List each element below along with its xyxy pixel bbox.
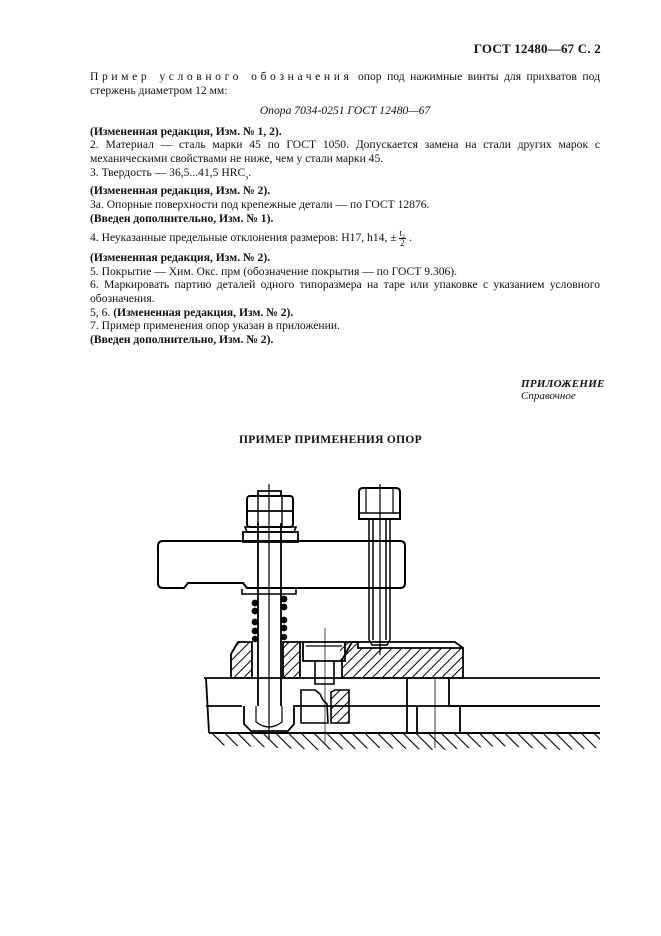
figure-title: ПРИМЕР ПРИМЕНЕНИЯ ОПОР xyxy=(239,434,422,446)
addition-note: (Введен дополнительно, Изм. № 2). xyxy=(90,332,274,346)
revision-text: (Измененная редакция, Изм. № 2). xyxy=(113,305,294,319)
paragraph-coating: 5. Покрытие — Хим. Окс. прм (обозначение покрытия — по ГОСТ 9.306). xyxy=(90,264,458,278)
suffix: . xyxy=(248,165,252,179)
revision-note: (Измененная редакция, Изм. № 2). xyxy=(90,251,271,265)
prefix: 5, 6. xyxy=(90,305,114,319)
addition-note: (Введен дополнительно, Изм. № 1). xyxy=(90,211,274,225)
support-head xyxy=(303,642,345,661)
appendix-title: ПРИЛОЖЕНИЕ xyxy=(521,378,605,390)
appendix-subtitle: Справочное xyxy=(521,390,576,402)
revision-note: (Измененная редакция, Изм. № 1, 2). xyxy=(90,124,282,138)
paragraph-marking: 6. Маркировать партию деталей одного типоразмера на таре или упаковке с указанием условного обозначения. xyxy=(90,278,600,306)
paragraph-application: 7. Пример применения опор указан в приложении. xyxy=(90,319,340,333)
page-header-gost-ref: ГОСТ 12480—67 С. 2 xyxy=(473,41,601,56)
spaced-lead: Пример условного обозначения xyxy=(90,70,353,83)
suffix: . xyxy=(406,231,413,245)
designation-example: Опора 7034-0251 ГОСТ 12480—67 xyxy=(259,104,431,118)
plate-left-section xyxy=(231,642,252,678)
paragraph-text: опор под нажимные винты для прихватов под стержень диаметром 12 мм: xyxy=(90,70,600,97)
fraction-denominator: 2 xyxy=(400,238,405,249)
base-ground-hatch xyxy=(209,733,600,750)
support-stem xyxy=(315,661,334,684)
paragraph-support-surfaces: 3а. Опорные поверхности под крепежные детали — по ГОСТ 12876. xyxy=(90,198,430,212)
fraction-numerator: t₂ xyxy=(399,228,406,239)
paragraph-text: 4. Неуказанные предельные отклонения размеров: Н17, h14, ± xyxy=(90,231,397,245)
revision-note: (Измененная редакция, Изм. № 2). xyxy=(90,184,271,198)
subscript: э xyxy=(245,172,249,181)
paragraph-text: 3. Твердость — 36,5...41,5 HRC xyxy=(90,165,246,179)
paragraph-material: 2. Материал — сталь марки 45 по ГОСТ 1050. Допускается замена на стали других марок с механическими свойствами не ниже, чем у стали марки 45. xyxy=(90,138,600,165)
